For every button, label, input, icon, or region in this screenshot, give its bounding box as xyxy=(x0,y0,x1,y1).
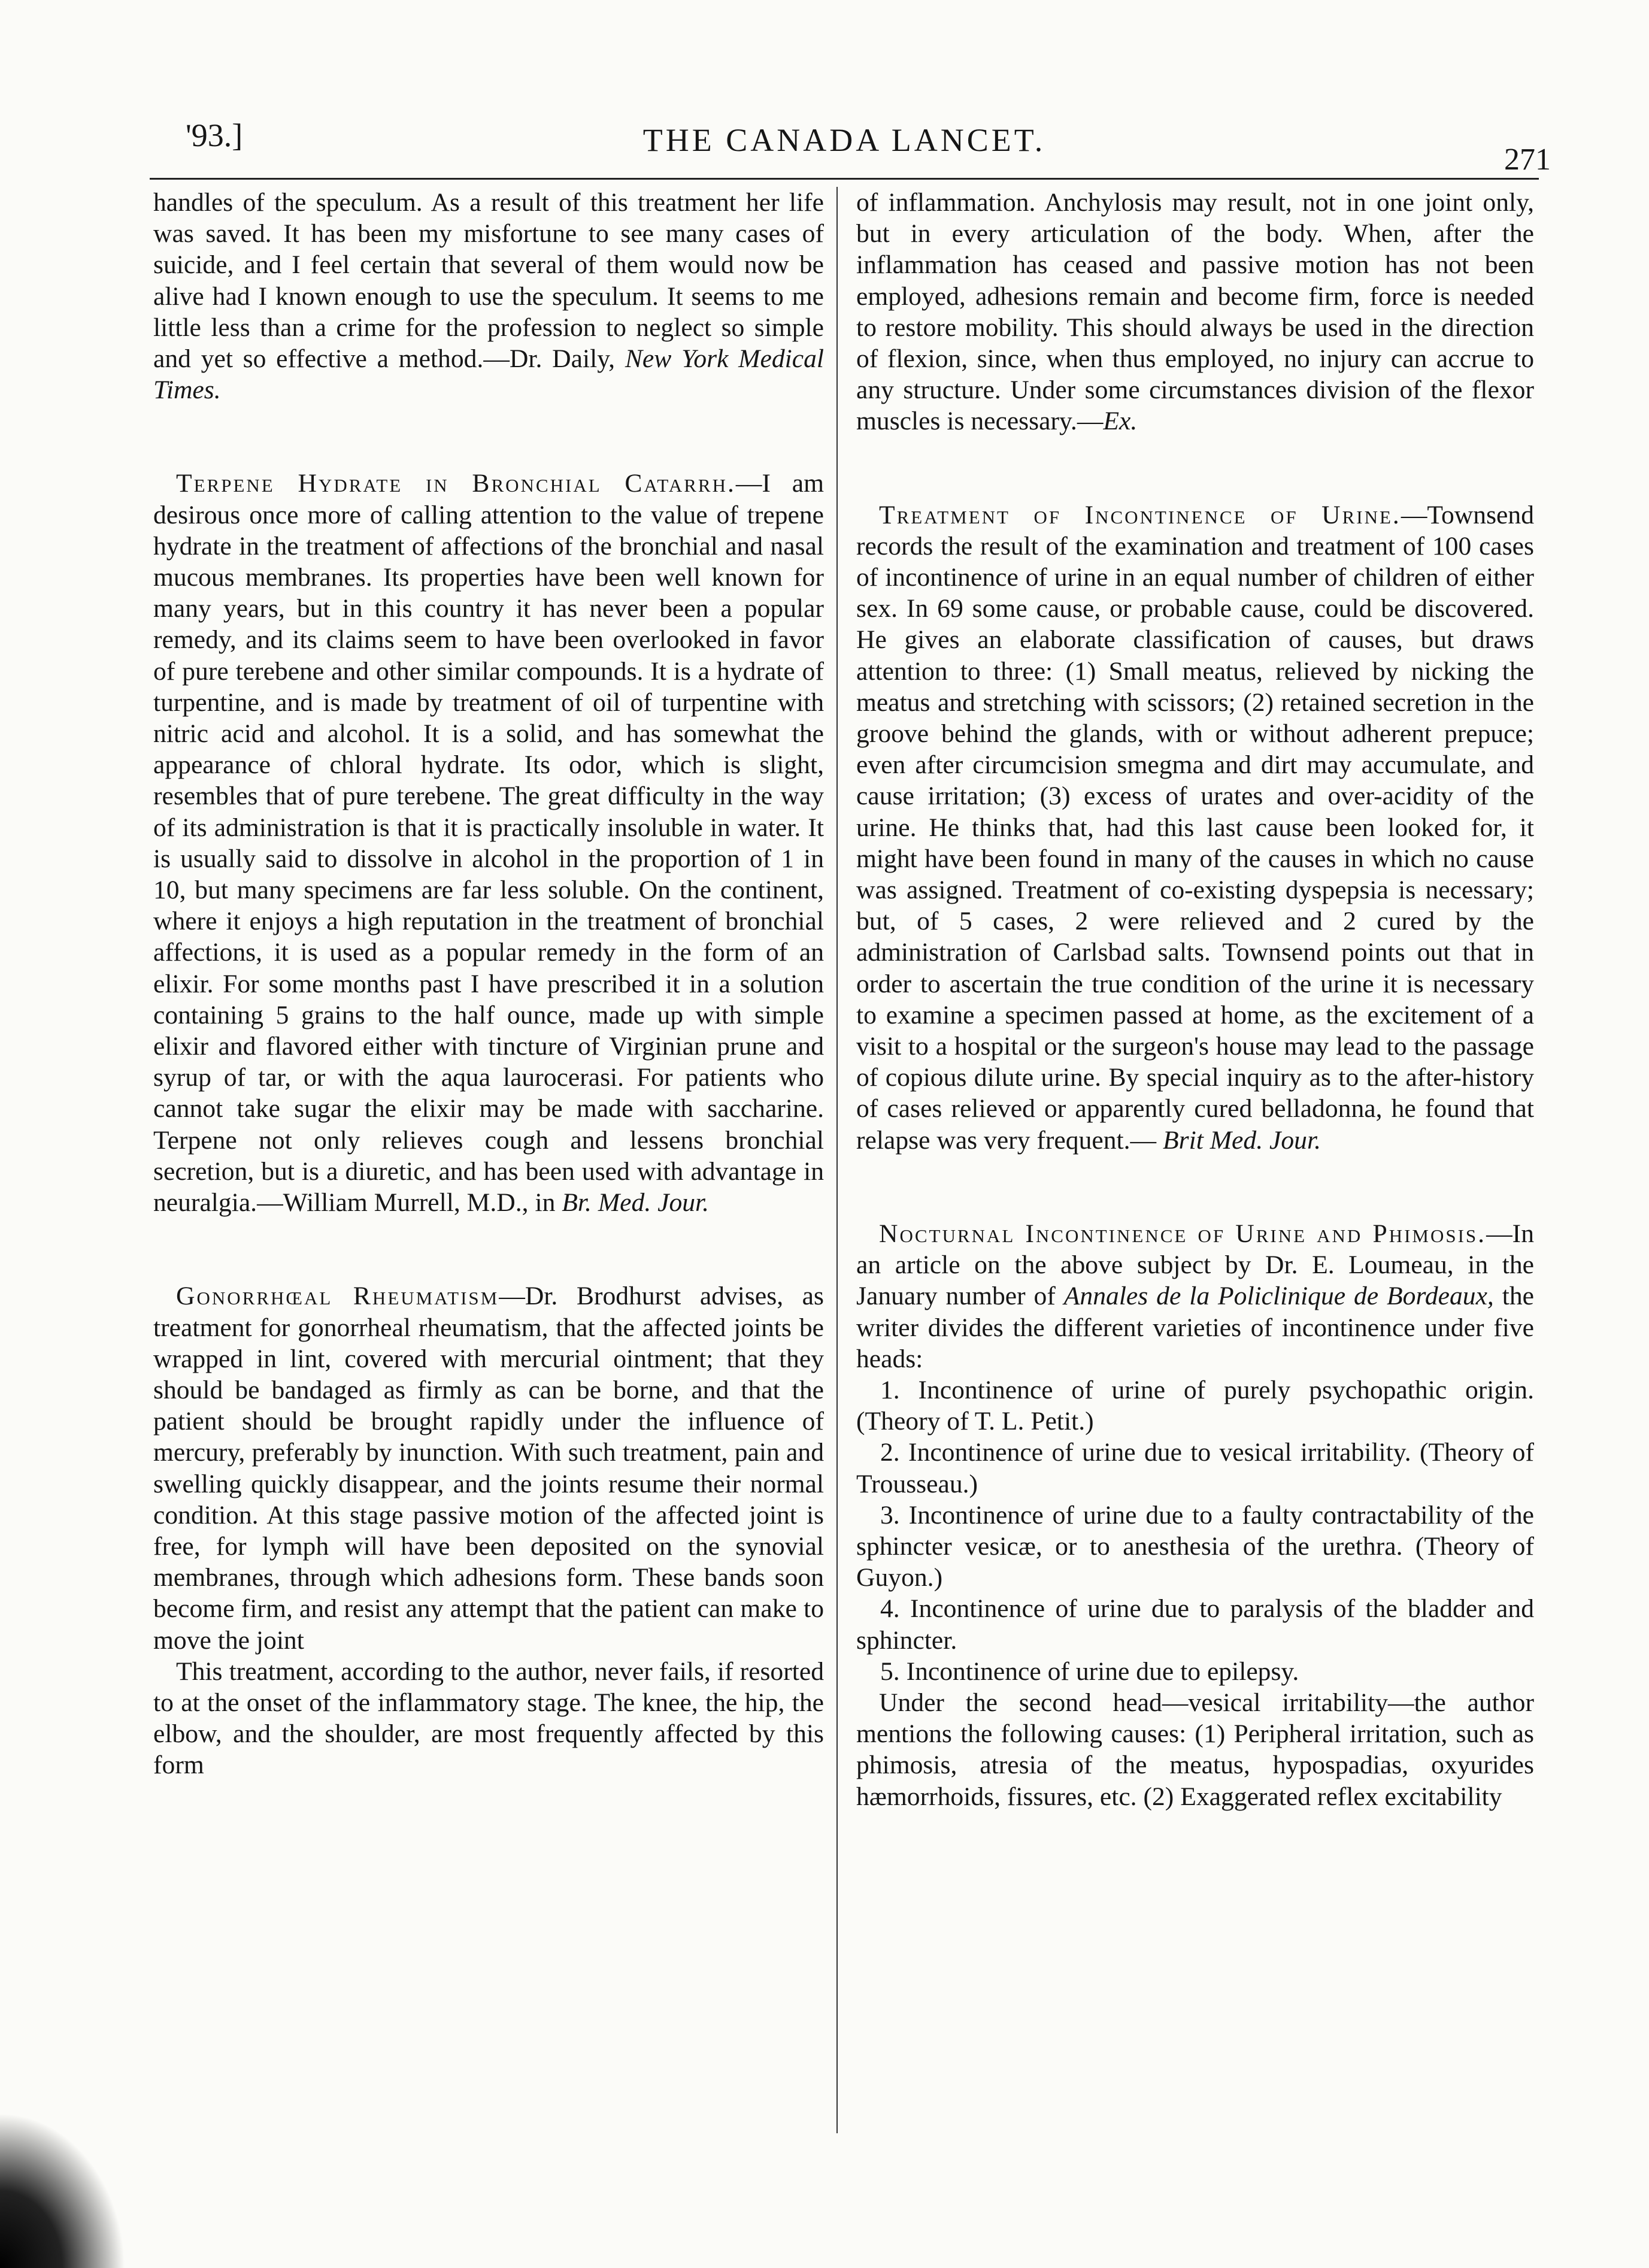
nocturnal-heading: Nocturnal Incontinence of Urine and Phimosis. xyxy=(879,1219,1487,1248)
continuation-paragraph xyxy=(856,187,1534,437)
gonorrhoeal-body: —Dr. Brodhurst advises, as treatment for gonorrheal rheumatism, that the affected joints be wrapped in lint, covered with mercurial ointment; that they should be bandaged as firmly as can be borne, and that the patient should be brought rapidly under the influence of mercury, preferably by inunction. With such treatment, pain and swelling quickly disappear, and the joints resume their normal condition. At this stage passive motion of the affected joint is free, for lymph will have been deposited on the synovial membranes, through which adhesions form. These bands soon become firm, and resist any attempt that the patient can make to move the joint xyxy=(153,1282,824,1655)
incontinence-body: —Townsend records the result of the examination and treatment of 100 cases of incontinence of urine in an equal number of children of either sex. In 69 some cause, or probable cause, could be discovered. He gives an elaborate classification of causes, but draws attention to three: (1) Small meatus, relieved by nicking the meatus and stretching with scissors; (2) retained secretion in the groove behind the glands, with or without adherent prepuce; even after circumcision smegma and dirt may accumulate, and cause irritation; (3) excess of urates and over-acidity of the urine. He thinks that, had this last cause been looked for, it might have been found in many of the causes in which no cause was assigned. Treatment of co-existing dyspepsia is necessary; but, of 5 cases, 2 were relieved and 2 cured by the administration of Carlsbad salts. Townsend points out that in order to ascertain the true condition of the urine it is necessary to examine a specimen passed at home, as the excitement of a visit to a hospital or the surgeon's house may lead to the passage of copious dilute urine. By special inquiry as to the after-history of cases relieved or apparently cured belladonna, he found that relapse was very frequent.— xyxy=(856,500,1534,1155)
column-divider xyxy=(836,187,838,2133)
incontinence-heading: Treatment of Incontinence of Urine. xyxy=(879,500,1401,529)
journal-title: THE CANADA LANCET. xyxy=(642,122,1046,158)
list-item: 1. Incontinence of urine of purely psychopathic origin. (Theory of T. L. Petit.) xyxy=(856,1375,1534,1436)
incontinence-source: Brit Med. Jour. xyxy=(1163,1125,1321,1155)
left-column xyxy=(153,187,824,1781)
terpene-heading: Terpene Hydrate in Bronchial Catarrh. xyxy=(176,469,736,498)
running-head xyxy=(150,111,1551,177)
right-column xyxy=(856,187,1534,1812)
gonorrhoeal-article xyxy=(153,1280,824,1655)
continuation-source: Ex. xyxy=(1103,407,1138,436)
nocturnal-journal: Annales de la Policlinique de Bordeaux, xyxy=(1063,1282,1494,1311)
list-item: 4. Incontinence of urine due to paralysis of the bladder and sphincter. xyxy=(856,1594,1534,1655)
nocturnal-body-1: —In an article on the above subject by Dr. E. Loumeau, in the January number of xyxy=(856,1219,1534,1311)
intro-source: New York Medical Times. xyxy=(153,344,824,405)
nocturnal-body-2: the writer divides the different varieties of incontinence under five heads: xyxy=(856,1282,1534,1373)
gonorrhoeal-paragraph-2: This treatment, according to the author, never fails, if resorted to at the onset of the inflammatory stage. The knee, the hip, the elbow, and the shoulder, are most frequently affected by this form xyxy=(153,1657,824,1780)
continuation-text: of inflammation. Anchylosis may result, not in one joint only, but in every articulation of the body. When, after the inflammation has ceased and passive motion has not been employed, adhesions remain and become firm, force is needed to restore mobility. This should always be used in the direction of flexion, since, when thus employed, no injury can accrue to any structure. Under some circumstances division of the flexor muscles is necessary.— xyxy=(856,188,1534,436)
terpene-source: Br. Med. Jour. xyxy=(562,1188,710,1218)
list-item: 3. Incontinence of urine due to a faulty contractability of the sphincter vesicæ, or to anesthesia of the urethra. (Theory of Guyon.) xyxy=(856,1500,1534,1592)
header-rule xyxy=(150,178,1539,180)
intro-text: handles of the speculum. As a result of this treatment her life was saved. It has been my misfortune to see many cases of suicide, and I feel certain that several of them would now be alive had I known enough to use the speculum. It seems to me little less than a crime for the profession to neglect so simple and yet so effective a method.—Dr. Daily, xyxy=(153,188,824,374)
list-item: 2. Incontinence of urine due to vesical irritability. (Theory of Trousseau.) xyxy=(856,1438,1534,1498)
gonorrhoeal-heading: Gonorrhœal Rheumatism xyxy=(176,1282,499,1311)
scan-corner-shadow xyxy=(0,2112,126,2268)
page-number: 271 xyxy=(1504,143,1551,177)
closing-paragraph: Under the second head—vesical irritability—the author mentions the following causes: (1) Peripheral irritation, such as phimosis, atresia of the meatus, hypospadias, oxyurides hæmorrhoids, fissures, etc. (2) Exaggerated reflex excitability xyxy=(856,1688,1534,1811)
intro-paragraph xyxy=(153,187,824,405)
terpene-article xyxy=(153,468,824,1218)
incontinence-article xyxy=(856,499,1534,1156)
list-item: 5. Incontinence of urine due to epilepsy. xyxy=(880,1657,1299,1686)
terpene-body: —I am desirous once more of calling attention to the value of trepene hydrate in the treatment of affections of the bronchial and nasal mucous membranes. Its properties have been well known for many years, but in this country it has never been a popular remedy, and its claims seem to have been overlooked in favor of pure terebene and other similar compounds. It is a hydrate of turpentine, and is made by treatment of oil of turpentine with nitric acid and alcohol. It is a solid, and has somewhat the appearance of chloral hydrate. Its odor, which is slight, resembles that of pure terebene. The great difficulty in the way of its administration is that it is practically insoluble in water. It is usually said to dissolve in alcohol in the proportion of 1 in 10, but many specimens are far less soluble. On the continent, where it enjoys a high reputation in the treatment of bronchial affections, it is used as a popular remedy in the form of an elixir. For some months past I have prescribed it in a solution containing 5 grains to the half ounce, made up with simple elixir and flavored either with tincture of Virginian prune and syrup of tar, or with the aqua laurocerasi. For patients who cannot take sugar the elixir may be made with saccharine. Terpene not only relieves cough and lessens bronchial secretion, but is a diuretic, and has been used with advantage in neuralgia.—William Murrell, M.D., in xyxy=(153,469,824,1218)
volume-marker: '93.] xyxy=(186,117,243,153)
nocturnal-article xyxy=(856,1218,1534,1374)
